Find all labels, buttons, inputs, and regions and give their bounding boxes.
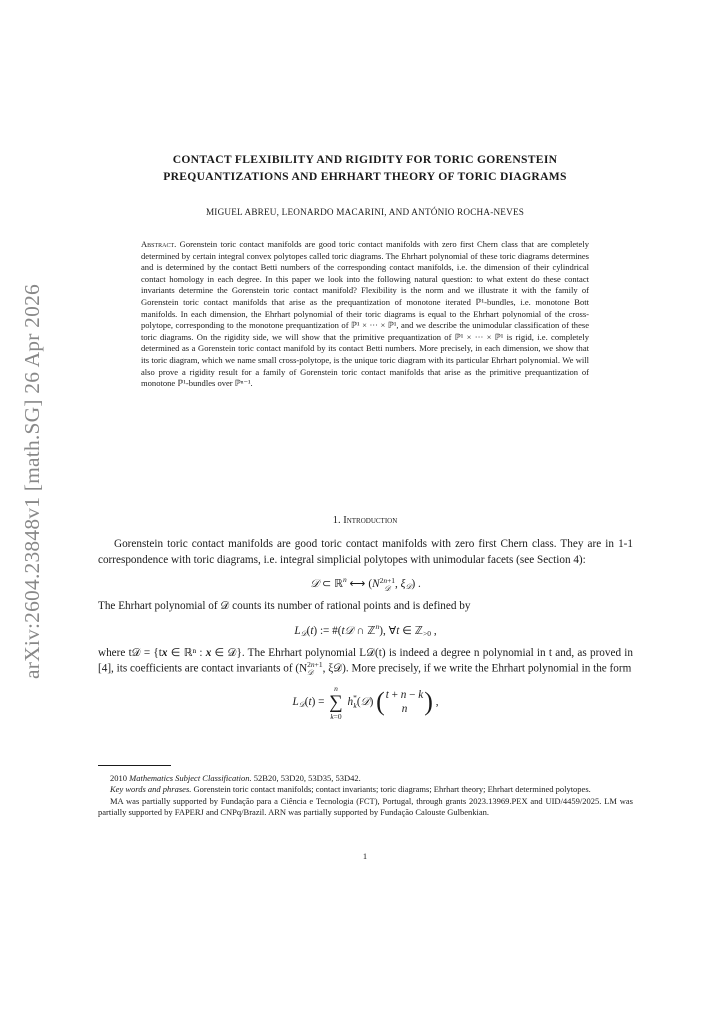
keywords-text: Gorenstein toric contact manifolds; contact invariants; toric diagrams; Ehrhart theory; Ehrhart determined polytopes. <box>191 784 591 795</box>
keywords-label: Key words and phrases. <box>110 784 192 795</box>
section-title: Introduction <box>343 515 398 526</box>
footnote-rule <box>98 765 171 766</box>
title-line-2: PREQUANTIZATIONS AND EHRHART THEORY OF TORIC DIAGRAMS <box>163 170 567 183</box>
equation-ehrhart-form: $L_𝒟(t)$ = n ∑ k=0 h * k (𝒟) ( t + n − k n ) , <box>292 683 439 721</box>
equation-ehrhart-definition: $L_𝒟(t)$ := #(t𝒟 ∩ ℤ$^n$), ∀t ∈ ℤ$_{>0}$ , <box>294 621 437 638</box>
msc-year: 2010 <box>110 773 130 783</box>
author-list: MIGUEL ABREU, LEONARDO MACARINI, AND ANTÓNIO ROCHA-NEVES <box>205 207 525 217</box>
page-number: 1 <box>362 851 368 861</box>
body-paragraph-3: where t𝒟 = {tx ∈ ℝⁿ : x ∈ 𝒟}. The Ehrhart polynomial L𝒟(t) is indeed a degree n polynomial in t and, as proved in [4], its coefficients are contact invariants of (N 2n+1 𝒟 , ξ𝒟). More precisely, if we write the Ehrhart polynomial in the form <box>98 646 633 678</box>
abstract <box>141 239 589 390</box>
body-paragraph-1: Gorenstein toric contact manifolds are good toric contact manifolds with zero first Chern class. They are in 1-1 correspondence with toric diagrams, i.e. integral simplicial polytopes with unimodular facets (see Section 4): <box>98 538 633 566</box>
body-paragraph-2: The Ehrhart polynomial of 𝒟 counts its number of rational points and is defined by <box>98 600 471 613</box>
title-line-1: CONTACT FLEXIBILITY AND RIGIDITY FOR TORIC GORENSTEIN <box>172 153 558 166</box>
p3-part-a: where t𝒟 = {t <box>98 646 162 659</box>
abstract-text: Gorenstein toric contact manifolds are good toric contact manifolds with zero first Chern class that are completely determined by certain integral convex polytopes called toric diagrams. The Ehrhart polynomial of these toric diagrams determines and is determined by the contact Betti numbers of the corresponding contact manifolds, i.e. the dimension of their cylindrical contact homology in each degree. In this paper we look into the following natural question: to what extent do these contact invariants determine the Gorenstein toric contact manifold? Flexibility is the norm and we illustrate it with the family of Gorenstein toric contact manifolds that arise as the prequantization of monotone iterated ℙ¹-bundles, i.e. monotone Bott manifolds. In each dimension, the Ehrhart polynomial of their toric diagrams is equal to the Ehrhart polynomial of the cross-polytope, corresponding to the monotone prequantization of ℙ¹ × ··· × ℙ¹, and we describe the unimodular classification of these toric diagrams. On the rigidity side, we will show that the primitive prequantization of ℙ¹ × ··· × ℙ¹ is rigid, i.e. completely determined as a Gorenstein toric contact manifold by its contact Betti numbers. More precisely, in each dimension, we show that its toric diagram, which we name small cross-polytope, is the unique toric diagram with its particular Ehrhart polynomial. We will also prove a rigidity result for a family of Gorenstein toric contact manifolds that arise as the primitive prequantization of monotone ℙ¹-bundles over ℙⁿ⁻¹. <box>141 239 589 389</box>
abstract-label: Abstract. <box>141 239 177 249</box>
arxiv-id-text: arXiv:2604.23848v1 [math.SG] 26 Apr 2026 <box>19 283 44 679</box>
footnote-keywords <box>98 784 633 795</box>
body-text <box>98 537 633 725</box>
equation-correspondence: 𝒟 ⊂ ℝ$^n$ ⟷ (N 2n+1 𝒟 , $\xi_𝒟$) . <box>310 575 421 593</box>
footnotes <box>98 773 633 819</box>
paper-title <box>90 151 640 185</box>
msc-label: Mathematics Subject Classification. <box>129 773 252 783</box>
p3-part-c: ∈ 𝒟}. The Ehrhart polynomial L𝒟(t) is indeed a degree n polynomial in t and, as proved in [4], its coefficients are contact invariants of (N <box>98 646 633 675</box>
msc-codes: 52B20, 53D20, 53D35, 53D42. <box>251 773 361 783</box>
p3-part-d: , ξ𝒟). More precisely, if we write the Ehrhart polynomial in the form <box>322 662 632 675</box>
arxiv-side-stamp <box>10 285 54 677</box>
section-heading <box>90 515 640 526</box>
section-number: 1. <box>332 515 341 526</box>
footnote-funding: MA was partially supported by Fundação para a Ciência e Tecnologia (FCT), Portugal, through grants 2023.13969.PEX and UID/4459/2025. LM was partially supported by FAPERJ and CNPq/Brazil. ARN was partially supported by Fundação Calouste Gulbenkian. <box>98 795 633 818</box>
p3-part-b: ∈ ℝⁿ : <box>170 646 206 659</box>
footnote-msc <box>98 773 633 784</box>
